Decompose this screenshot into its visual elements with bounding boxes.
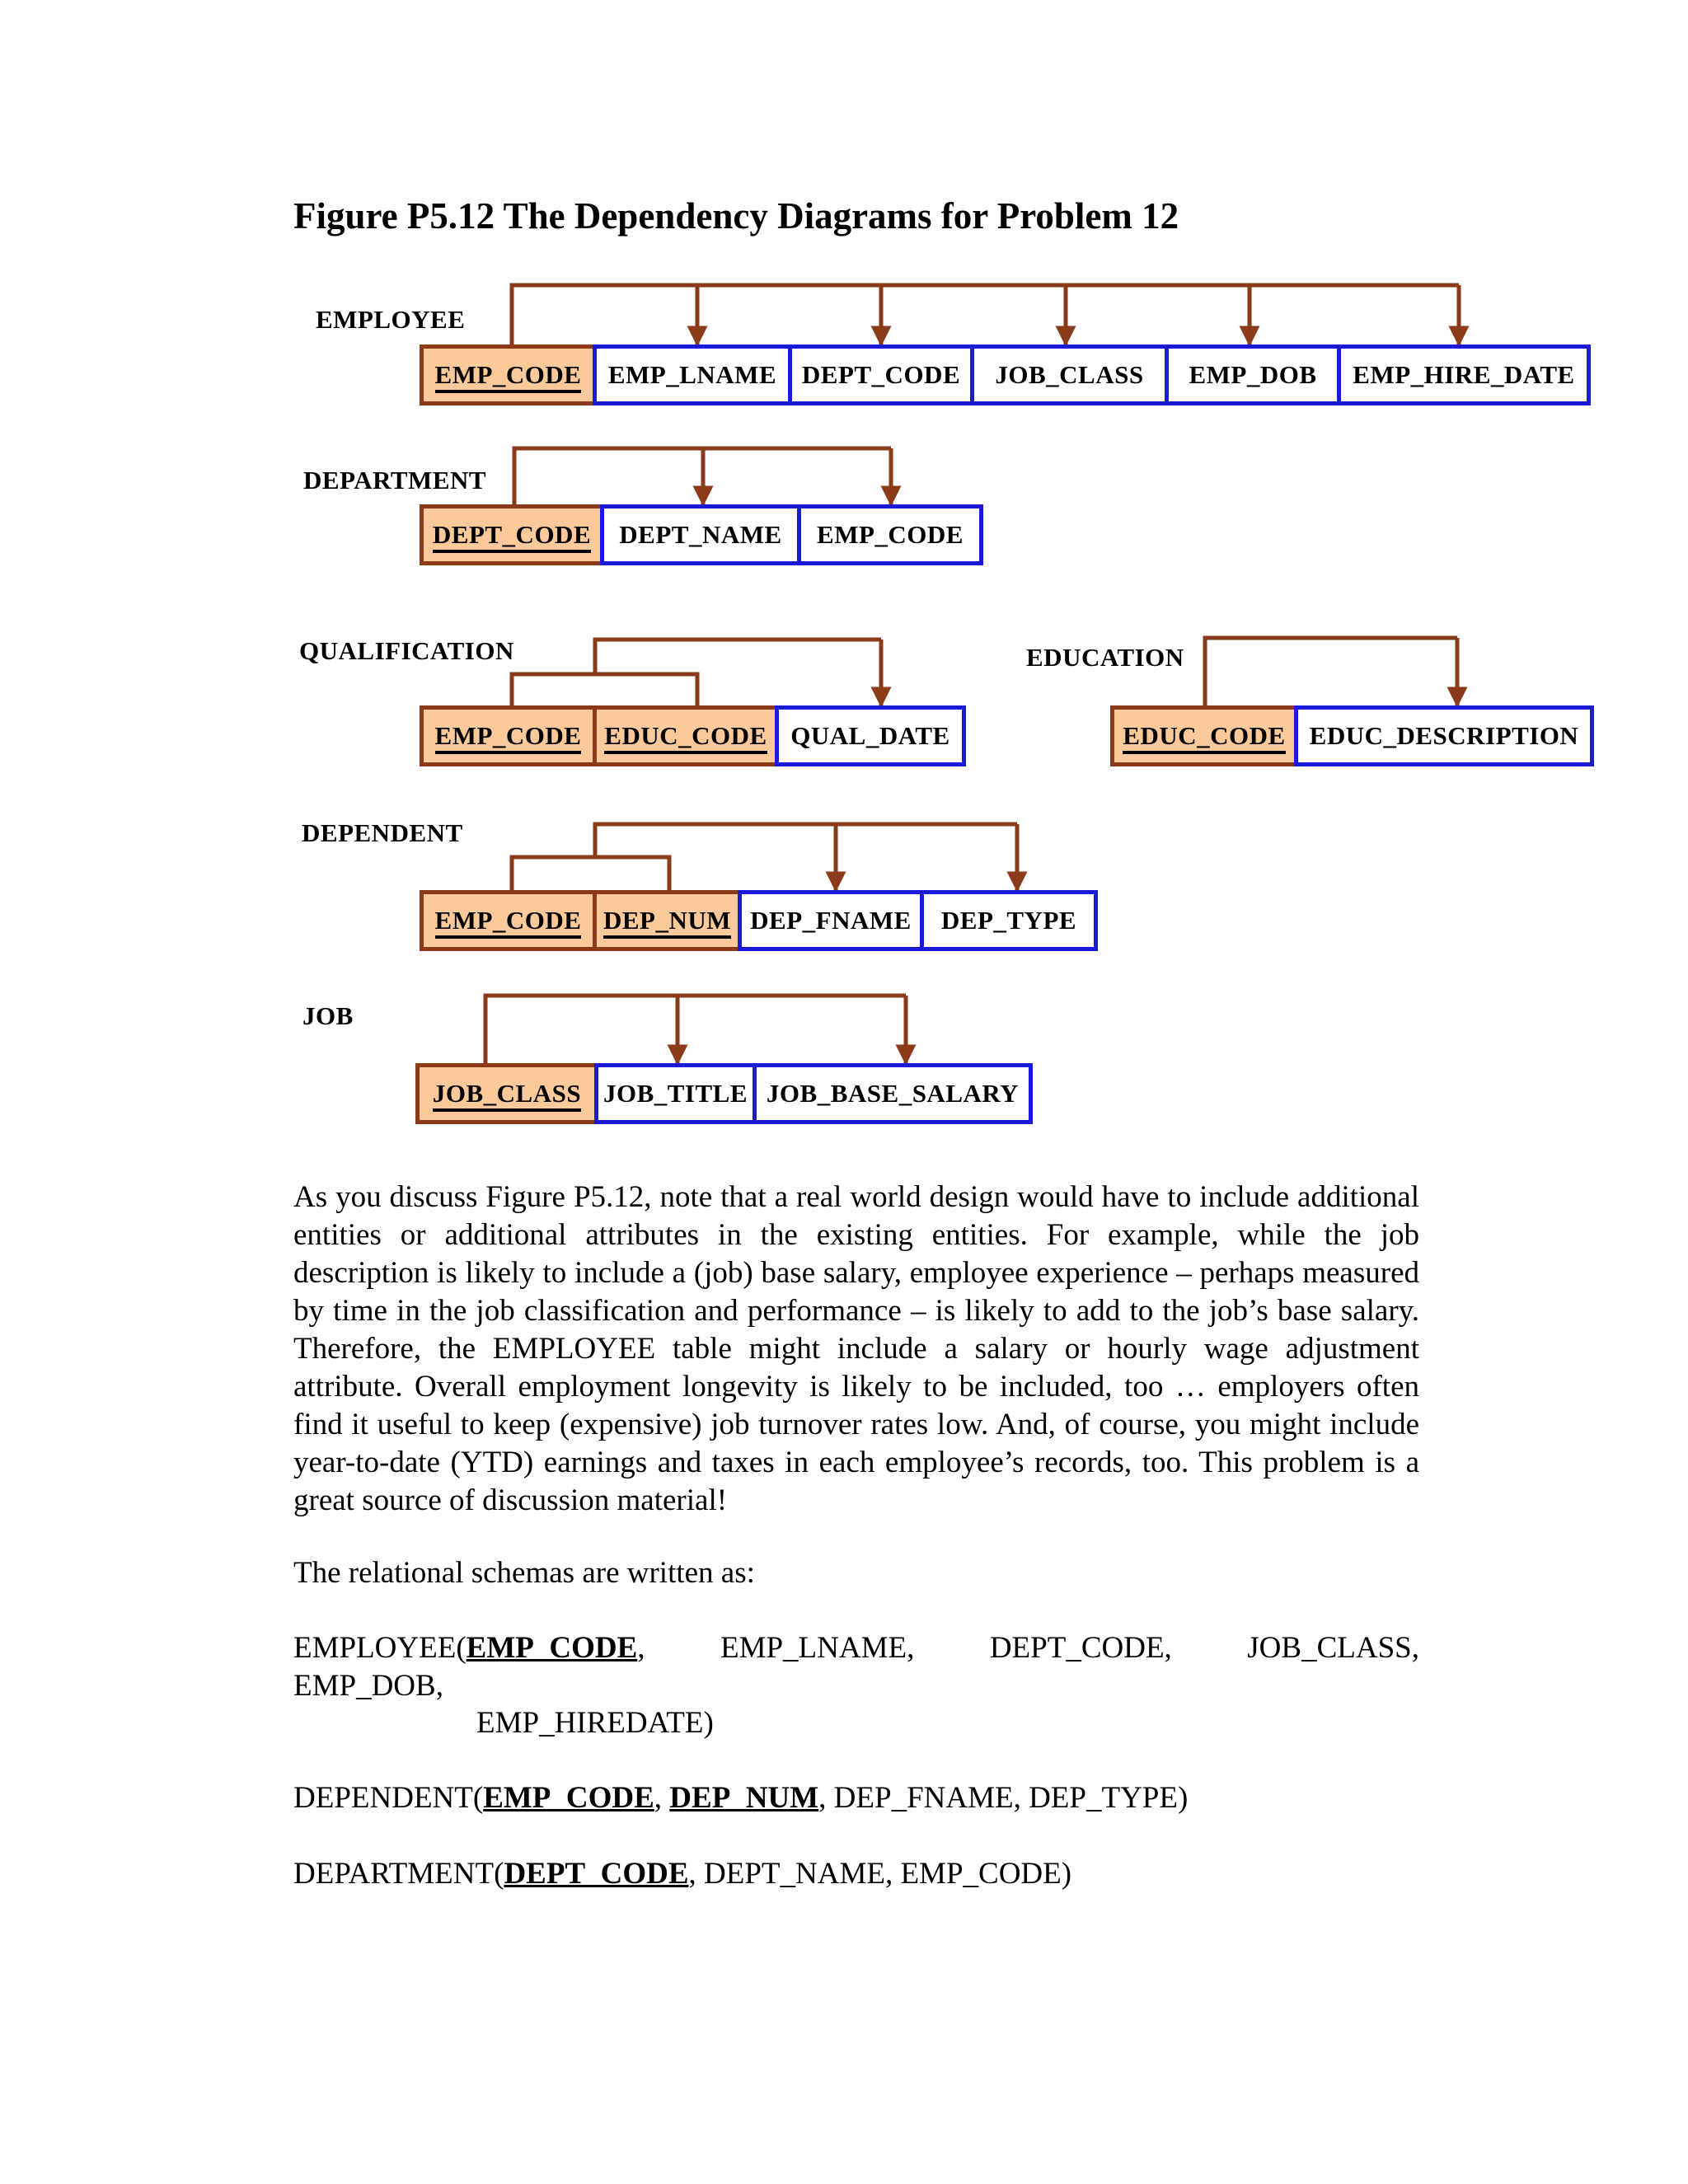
schema-employee-pk: EMP_CODE (466, 1631, 638, 1665)
employee-label: EMPLOYEE (316, 305, 466, 334)
employee-attr-job-class: JOB_CLASS (970, 344, 1169, 405)
job-arrows (485, 996, 906, 1066)
education-label: EDUCATION (1026, 643, 1184, 672)
dependent-attr-dep-num: DEP_NUM (593, 890, 742, 951)
job-attr-job-title: JOB_TITLE (594, 1063, 757, 1124)
qualification-attr-educ-code: EDUC_CODE (593, 705, 779, 766)
education-attr-educ-code: EDUC_CODE (1110, 705, 1298, 766)
job-attr-job-class: JOB_CLASS (415, 1063, 598, 1124)
schema-dependent-pk2: DEP_NUM (669, 1781, 819, 1815)
qualification-attr-qual-date: QUAL_DATE (775, 705, 966, 766)
department-arrows (514, 448, 891, 506)
schema-employee-part3: JOB_CLASS, (1247, 1631, 1419, 1665)
qualification-attr-emp-code: EMP_CODE (420, 705, 597, 766)
employee-attr-dept-code: DEPT_CODE (788, 344, 974, 405)
department-attr-dept-code: DEPT_CODE (420, 504, 604, 565)
qualification-arrows (512, 640, 881, 709)
job-attr-job-base-salary: JOB_BASE_SALARY (753, 1063, 1033, 1124)
employee-attr-emp-hire-date: EMP_HIRE_DATE (1337, 344, 1591, 405)
education-arrows (1205, 638, 1457, 709)
qualification-label: QUALIFICATION (299, 636, 514, 665)
employee-arrows (512, 285, 1459, 346)
schema-employee-line1 (293, 1629, 1419, 1667)
schema-employee-head: EMPLOYEE(EMP_CODE, (293, 1631, 645, 1665)
schema-employee-line2: EMP_DOB, (293, 1669, 443, 1703)
schema-dependent-pk1: EMP_CODE (483, 1781, 654, 1815)
schema-department-pk: DEPT_CODE (504, 1857, 689, 1891)
schema-employee-line3: EMP_HIREDATE) (476, 1706, 714, 1740)
schema-dependent: DEPENDENT(EMP_CODE, DEP_NUM, DEP_FNAME, DEP_TYPE) (293, 1781, 1189, 1815)
schema-employee-part1: EMP_LNAME, (720, 1631, 915, 1665)
employee-attr-emp-lname: EMP_LNAME (593, 344, 792, 405)
education-attr-educ-description: EDUC_DESCRIPTION (1294, 705, 1594, 766)
dependent-label: DEPENDENT (302, 818, 463, 847)
dependent-attr-emp-code: EMP_CODE (420, 890, 597, 951)
discussion-paragraph: As you discuss Figure P5.12, note that a real world design would have to include additional entities or additional attributes in the existing entities. For example, while the job description is likely to include a (job) base salary, employee experience – perhaps measured by time in the job classification and performance – is likely to add to the job’s base salary. Therefore, the EMPLOYEE table might include a salary or hourly wage adjustment attribute. Overall employment longevity is likely to be included, too … employers often find it useful to keep (expensive) job turnover rates low. And, of course, you might include year-to-date (YTD) earnings and taxes in each employee’s records, too. This problem is a great source of discussion material! (293, 1180, 1419, 1517)
dependent-attr-dep-type: DEP_TYPE (920, 890, 1098, 951)
figure-title: Figure P5.12 The Dependency Diagrams for Problem 12 (293, 195, 1179, 237)
employee-attr-emp-dob: EMP_DOB (1165, 344, 1341, 405)
schema-department: DEPARTMENT(DEPT_CODE, DEPT_NAME, EMP_CODE) (293, 1857, 1072, 1891)
job-label: JOB (302, 1001, 354, 1030)
schema-employee-part2: DEPT_CODE, (989, 1631, 1172, 1665)
schemas-intro: The relational schemas are written as: (293, 1556, 755, 1590)
department-label: DEPARTMENT (303, 466, 487, 494)
employee-attr-emp-code: EMP_CODE (420, 344, 597, 405)
department-attr-emp-code: EMP_CODE (797, 504, 983, 565)
department-attr-dept-name: DEPT_NAME (600, 504, 801, 565)
dependent-arrows (512, 824, 1017, 893)
dependent-attr-dep-fname: DEP_FNAME (738, 890, 924, 951)
